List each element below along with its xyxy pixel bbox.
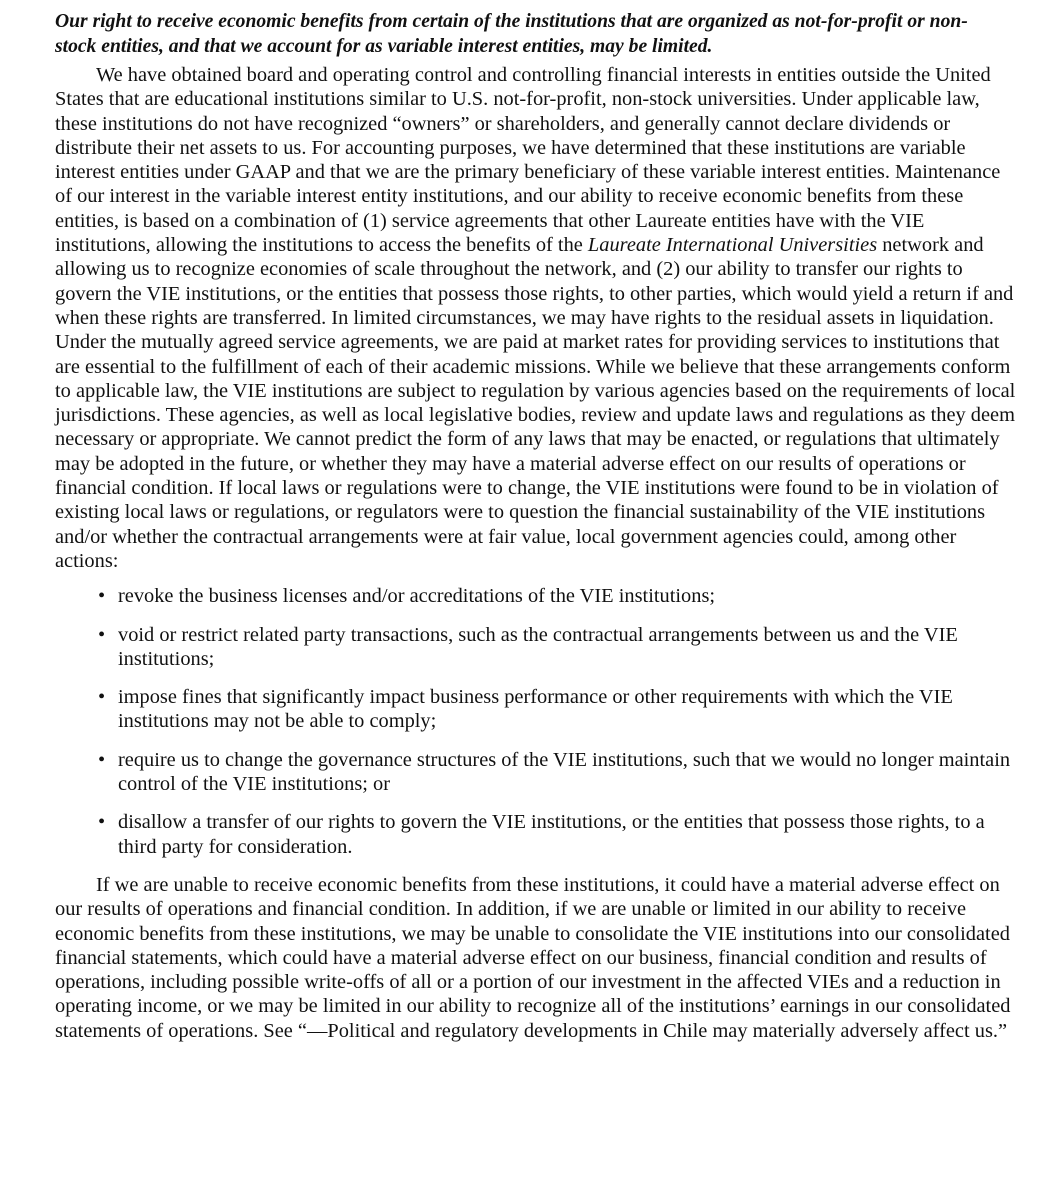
- actions-bullet-list: [55, 584, 1021, 859]
- body-paragraph-1: [55, 63, 1017, 573]
- bullet-text: impose fines that significantly impact business performance or other requirements with which the VIE institutions may not be able to comply;: [118, 686, 953, 733]
- paragraph-1-text-b: network and allowing us to recognize economies of scale throughout the network, and (2) our ability to transfer our rights to govern the VIE institutions, or the entities that possess those rights, to other parties, which would yield a return if and when these rights are transferred. In limited circumstances, we may have rights to the residual assets in liquidation. Under the mutually agreed service agreements, we are paid at market rates for providing services to institutions that are essential to the fulfillment of each of their academic missions. While we believe that these arrangements conform to applicable law, the VIE institutions are subject to regulation by various agencies based on the requirements of local jurisdictions. These agencies, as well as local legislative bodies, review and update laws and regulations as they deem necessary or appropriate. We cannot predict the form of any laws that may be enacted, or regulations that ultimately may be adopted in the future, or whether they may have a material adverse effect on our results of operations or financial condition. If local laws or regulations were to change, the VIE institutions were found to be in violation of existing local laws or regulations, or regulators were to question the financial sustainability of the VIE institutions and/or whether the contractual arrangements were at fair value, local government agencies could, among other actions:: [55, 234, 1016, 572]
- bullet-dot: •: [98, 686, 106, 709]
- bullet-text: disallow a transfer of our rights to govern the VIE institutions, or the entities that possess those rights, to a third party for consideration.: [118, 811, 985, 858]
- bullet-text: require us to change the governance structures of the VIE institutions, such that we would no longer maintain control of the VIE institutions; or: [118, 748, 1011, 796]
- paragraph-1-text-a: We have obtained board and operating control and controlling financial interests in entities outside the United States that are educational institutions similar to U.S. not-for-profit, non-stock universities. Under applicable law, these institutions do not have recognized “owners” or shareholders, and generally cannot declare dividends or distribute their net assets to us. For accounting purposes, we have determined that these institutions are variable interest entities under GAAP and that we are the primary beneficiary of these variable interest entities. Maintenance of our interest in the variable interest entity institutions, and our ability to receive economic benefits from these entities, is based on a combination of (1) service agreements that other Laureate entities have with the VIE institutions, allowing the institutions to access the benefits of the: [55, 64, 1001, 257]
- bullet-item: [55, 810, 1018, 859]
- bullet-dot: •: [98, 585, 106, 608]
- bullet-dot: •: [98, 748, 106, 771]
- bullet-item: [55, 685, 1018, 734]
- body-paragraph-2: If we are unable to receive economic benefits from these institutions, it could have a material adverse effect on our results of operations and financial condition. In addition, if we are unable or limited in our ability to receive economic benefits from these institutions, we may be unable to consolidate the VIE institutions into our consolidated financial statements, which could have a material adverse effect on our business, financial condition and results of operations, including possible write-offs of all or a portion of our investment in the affected VIEs and a reduction in operating income, or we may be limited in our ability to recognize all of the institutions’ earnings in our consolidated statements of operations. See “—Political and regulatory developments in Chile may materially adversely affect us.”: [55, 873, 1011, 1042]
- bullet-text: void or restrict related party transactions, such as the contractual arrangements between us and the VIE institutions;: [118, 623, 958, 670]
- bullet-item: [55, 748, 1018, 797]
- paragraph-1-italic-network: Laureate International Universities: [587, 234, 878, 257]
- bullet-text: revoke the business licenses and/or accreditations of the VIE institutions;: [118, 585, 716, 608]
- bullet-item: [55, 584, 1018, 608]
- bullet-dot: •: [98, 623, 106, 646]
- bullet-dot: •: [98, 811, 106, 834]
- bullet-item: [55, 623, 1018, 672]
- risk-factor-heading: Our right to receive economic benefits from certain of the institutions that are organized as not-for-profit or non-stock entities, and that we account for as variable interest entities, may be limited.: [55, 11, 968, 57]
